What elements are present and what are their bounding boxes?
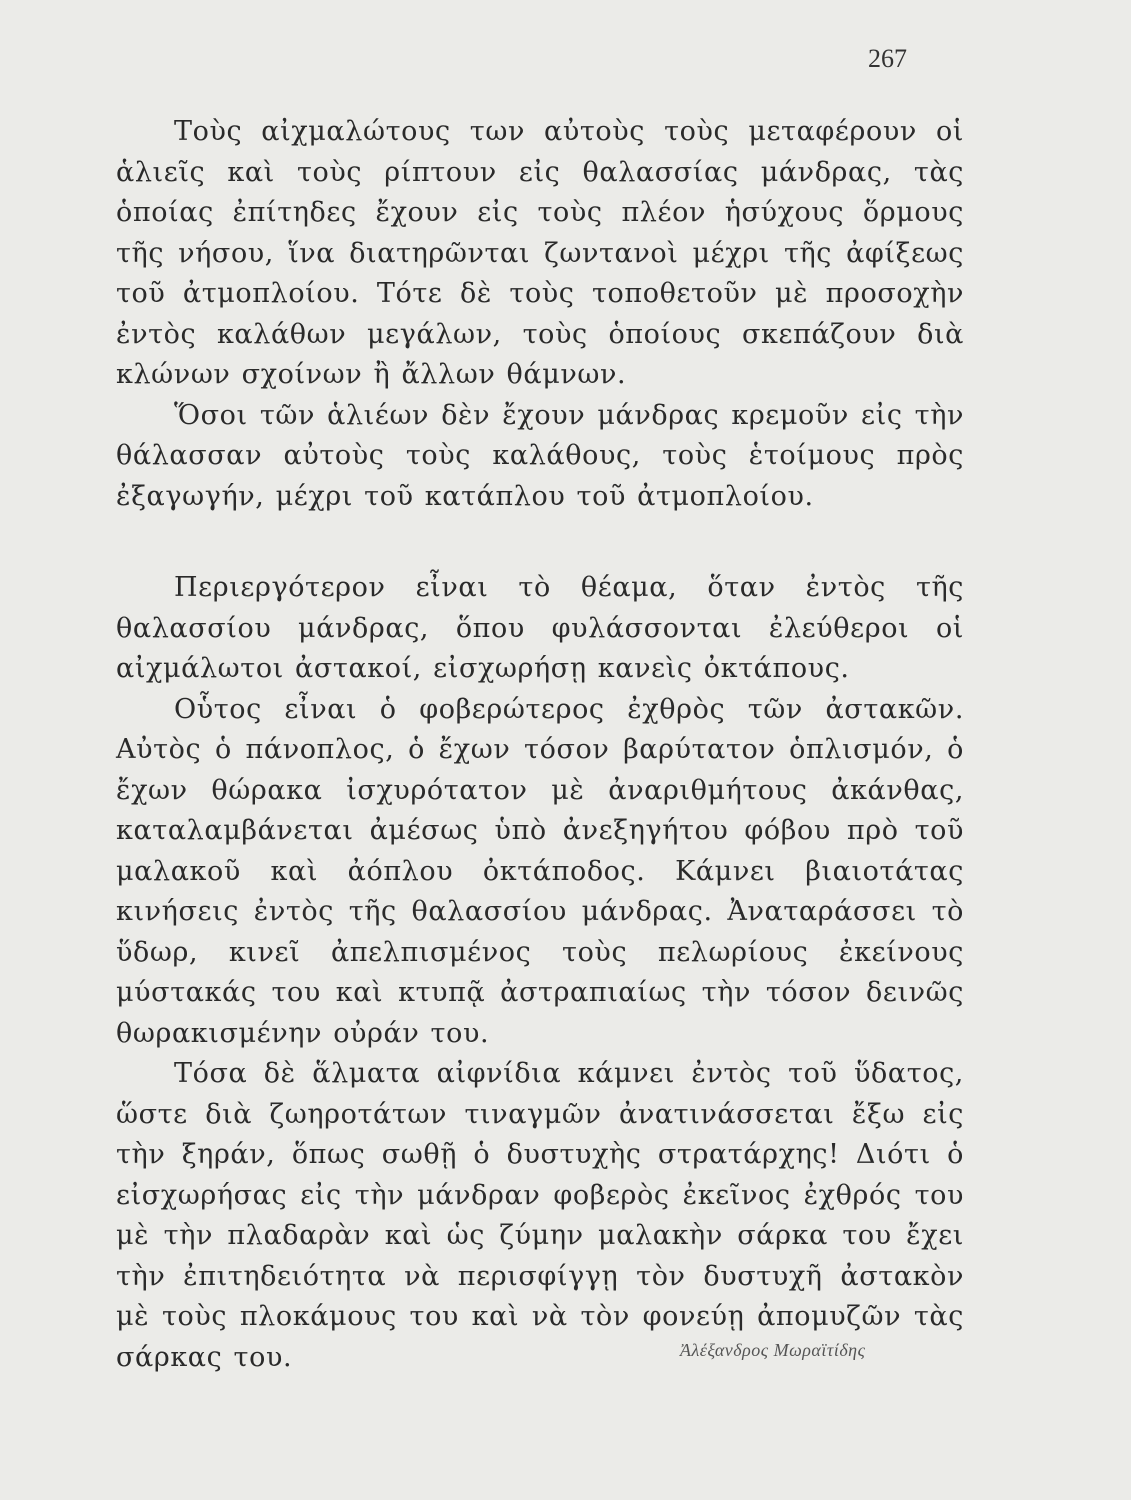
text-section-2 (116, 568, 964, 1378)
page-number: 267 (868, 44, 907, 73)
paragraph: Ὅσοι τῶν ἁλιέων δὲν ἔχουν μάνδρας κρεμοῦν εἰς τὴν θάλασσαν αὐτοὺς τοὺς καλάθους, τοὺς ἑτοίμους πρὸς ἐξαγωγήν, μέχρι τοῦ κατάπλου τοῦ ἀτμοπλοίου. (116, 399, 964, 512)
text-section-1 (116, 112, 964, 517)
author-signature: Ἀλέξανδρος Μωραϊτίδης (680, 1340, 866, 1360)
paragraph: Τόσα δὲ ἅλματα αἰφνίδια κάμνει ἐντὸς τοῦ ὕδατος, ὥστε διὰ ζωηροτάτων τιναγμῶν ἀνατινάσσεται ἔξω εἰς τὴν ξηράν, ὅπως σωθῇ ὁ δυστυχὴς στρατάρχης! Διότι ὁ εἰσχωρήσας εἰς τὴν μάνδραν φοβερὸς ἐκεῖνος ἐχθρός του μὲ τὴν πλαδαρὰν καὶ ὡς ζύμην μαλακὴν σάρκα του ἔχει τὴν ἐπιτηδειότητα νὰ περισφίγγῃ τὸν δυστυχῆ ἀστακὸν μὲ τοὺς πλοκάμους του καὶ νὰ τὸν φονεύῃ ἀπομυζῶν τὰς σάρκας του. (116, 1058, 964, 1373)
paragraph: Περιεργότερον εἶναι τὸ θέαμα, ὅταν ἐντὸς τῆς θαλασσίου μάνδρας, ὅπου φυλάσσονται ἐλεύθεροι οἱ αἰχμάλωτοι ἀστακοί, εἰσχωρήσῃ κανεὶς ὀκτάπους. (116, 572, 964, 684)
paragraph: Οὗτος εἶναι ὁ φοβερώτερος ἐχθρὸς τῶν ἀστακῶν. Αὐτὸς ὁ πάνοπλος, ὁ ἔχων τόσον βαρύτατον ὁπλισμόν, ὁ ἔχων θώρακα ἰσχυρότατον μὲ ἀναριθμήτους ἀκάνθας, καταλαμβάνεται ἀμέσως ὑπὸ ἀνεξηγήτου φόβου πρὸ τοῦ μαλακοῦ καὶ ἀόπλου ὀκτάποδος. Κάμνει βιαιοτάτας κινήσεις ἐντὸς τῆς θαλασσίου μάνδρας. Ἀναταράσσει τὸ ὕδωρ, κινεῖ ἀπελπισμένος τοὺς πελωρίους ἐκείνους μύστακάς του καὶ κτυπᾷ ἀστραπιαίως τὴν τόσον δεινῶς θωρακισμένην οὐράν του. (116, 693, 964, 1049)
paragraph: Τοὺς αἰχμαλώτους των αὐτοὺς τοὺς μεταφέρουν οἱ ἁλιεῖς καὶ τοὺς ρίπτουν εἰς θαλασσίας μάνδρας, τὰς ὁποίας ἐπίτηδες ἔχουν εἰς τοὺς πλέον ἡσύχους ὅρμους τῆς νήσου, ἵνα διατηρῶνται ζωντανοὶ μέχρι τῆς ἀφίξεως τοῦ ἀτμοπλοίου. Τότε δὲ τοὺς τοποθετοῦν μὲ προσοχὴν ἐντὸς καλάθων μεγάλων, τοὺς ὁποίους σκεπάζουν διὰ κλώνων σχοίνων ἢ ἄλλων θάμνων. (116, 116, 964, 390)
